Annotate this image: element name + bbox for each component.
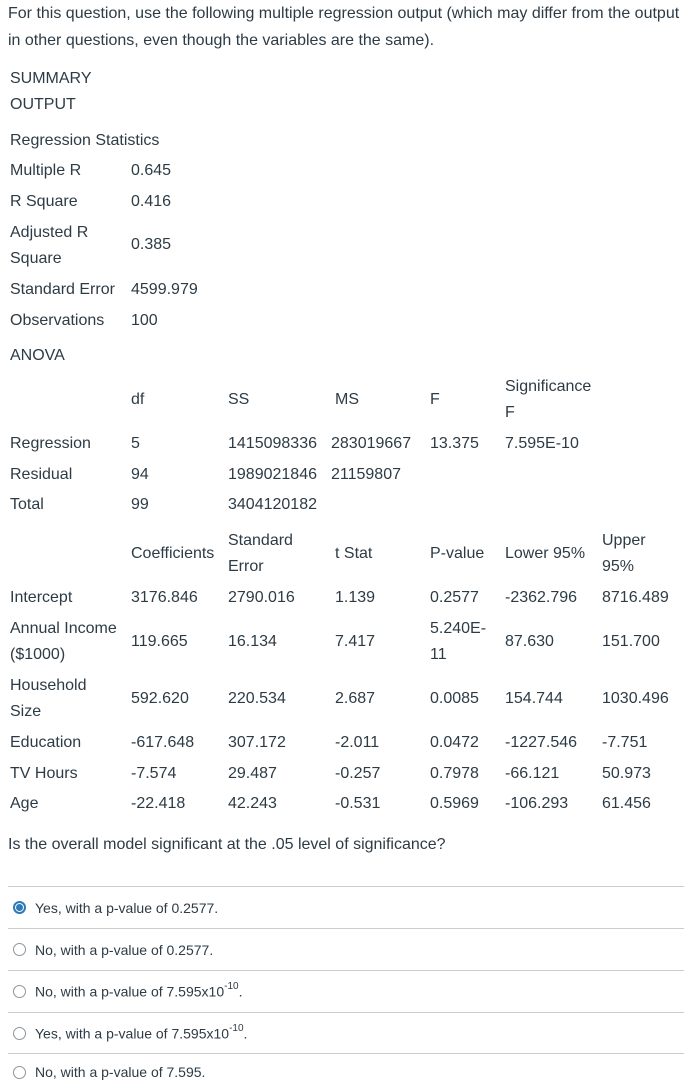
education-se: 307.172 [228,734,286,751]
intercept-coef: 3176.846 [131,589,198,606]
anova-total-df: 99 [131,496,149,513]
radio-button[interactable] [13,1066,26,1079]
tv-hours-label: TV Hours [10,765,78,782]
household-p: 0.0085 [430,690,479,707]
observations-value: 100 [131,312,158,329]
tv-hours-lower: -66.121 [505,765,560,782]
anova-residual-ss: 1989021846 [228,466,317,483]
household-t: 2.687 [335,690,376,707]
tv-hours-p: 0.7978 [430,765,479,782]
anova-total-label: Total [10,496,44,513]
intercept-label: Intercept [10,589,73,606]
income-lower: 87.630 [505,633,554,650]
regression-statistics-title: Regression Statistics [10,132,160,149]
answer-option-4[interactable] [8,1012,684,1054]
radio-button[interactable] [13,943,26,956]
education-upper: -7.751 [602,734,648,751]
education-t: -2.011 [335,734,380,751]
age-lower: -106.293 [505,795,569,812]
radio-button-selected[interactable] [13,901,26,914]
coef-header-std-error-line2: Error [228,558,264,575]
tv-hours-t: -0.257 [335,765,381,782]
anova-residual-label: Residual [10,466,73,483]
household-upper: 1030.496 [602,690,669,707]
answer-option-4-tail: . [243,1025,248,1042]
income-label-line2: ($1000) [10,646,66,663]
age-coef: -22.418 [131,795,186,812]
answer-option-1[interactable] [8,886,684,928]
anova-title: ANOVA [10,347,65,364]
anova-header-df: df [131,391,145,408]
coef-header-lower-95: Lower 95% [505,545,586,562]
income-se: 16.134 [228,633,277,650]
income-t: 7.417 [335,633,376,650]
summary-title-line1: SUMMARY [10,70,92,87]
income-p-line1: 5.240E- [430,620,487,637]
anova-header-ss: SS [228,391,250,408]
coef-header-coefficients: Coefficients [131,545,215,562]
anova-header-significance-line1: Significance [505,378,592,395]
coef-header-std-error-line1: Standard [228,532,293,549]
anova-header-f: F [430,391,440,408]
observations-label: Observations [10,312,105,329]
income-p-line2: 11 [430,646,447,663]
intercept-p: 0.2577 [430,589,479,606]
standard-error-label: Standard Error [10,281,115,298]
anova-regression-significance: 7.595E-10 [505,435,579,452]
answer-option-4-label [35,1025,247,1042]
intercept-t: 1.139 [335,589,376,606]
multiple-r-value: 0.645 [131,162,172,179]
answer-option-3-tail: . [238,983,243,1000]
income-label-line1: Annual Income [10,620,117,637]
answer-option-1-label: Yes, with a p-value of 0.2577. [35,899,219,916]
answer-option-3-text: No, with a p-value of 7.595x10 [35,983,225,1000]
answer-option-2-label: No, with a p-value of 0.2577. [35,941,214,958]
adjusted-r-square-label-line2: Square [10,250,62,267]
education-p: 0.0472 [430,734,479,751]
answer-option-4-exponent: -10 [229,1023,244,1035]
tv-hours-se: 29.487 [228,765,277,782]
coef-header-p-value: P-value [430,545,485,562]
tv-hours-upper: 50.973 [602,765,651,782]
multiple-r-label: Multiple R [10,162,82,179]
coef-header-t-stat: t Stat [335,545,373,562]
anova-total-ss: 3404120182 [228,496,317,513]
summary-title-line2: OUTPUT [10,96,76,113]
standard-error-value: 4599.979 [131,281,198,298]
answer-option-5-label: No, with a p-value of 7.595. [35,1064,206,1080]
coef-header-upper-95-line1: Upper [602,532,646,549]
anova-regression-label: Regression [10,435,91,452]
income-upper: 151.700 [602,633,660,650]
coef-header-upper-95-line2: 95% [602,558,635,575]
age-t: -0.531 [335,795,381,812]
anova-regression-ss: 1415098336 [228,435,317,452]
education-label: Education [10,734,82,751]
household-label-line2: Size [10,703,42,720]
anova-header-significance-line2: F [505,404,515,421]
radio-button[interactable] [13,985,26,998]
r-square-value: 0.416 [131,193,172,210]
anova-regression-df: 5 [131,435,140,452]
answer-option-4-text: Yes, with a p-value of 7.595x10 [35,1025,230,1042]
intercept-se: 2790.016 [228,589,295,606]
tv-hours-coef: -7.574 [131,765,177,782]
answer-option-5[interactable] [8,1053,684,1090]
answer-option-3[interactable] [8,970,684,1012]
r-square-label: R Square [10,193,78,210]
anova-header-ms: MS [335,391,359,408]
household-coef: 592.620 [131,690,189,707]
anova-regression-f: 13.375 [430,435,479,452]
intercept-upper: 8716.489 [602,589,669,606]
household-lower: 154.744 [505,690,563,707]
answer-option-2[interactable] [8,928,684,970]
age-upper: 61.456 [602,795,651,812]
anova-residual-ms: 21159807 [331,466,401,483]
anova-regression-ms: 283019667 [331,435,412,452]
age-label: Age [10,795,39,812]
question-intro: For this question, use the following multiple regression output (which may differ from the output in other questions, even though the variables are the same). [8,5,680,49]
answer-option-3-exponent: -10 [224,981,239,993]
household-label-line1: Household [10,677,87,694]
education-lower: -1227.546 [505,734,578,751]
income-coef: 119.665 [131,633,188,650]
radio-button[interactable] [13,1027,26,1040]
age-p: 0.5969 [430,795,479,812]
adjusted-r-square-value: 0.385 [131,236,172,253]
question-text: Is the overall model significant at the .05 level of significance? [8,836,446,853]
age-se: 42.243 [228,795,277,812]
adjusted-r-square-label-line1: Adjusted R [10,224,89,241]
intercept-lower: -2362.796 [505,589,578,606]
education-coef: -617.648 [131,734,195,751]
household-se: 220.534 [228,690,286,707]
answer-option-3-label [35,983,242,1000]
anova-residual-df: 94 [131,466,149,483]
